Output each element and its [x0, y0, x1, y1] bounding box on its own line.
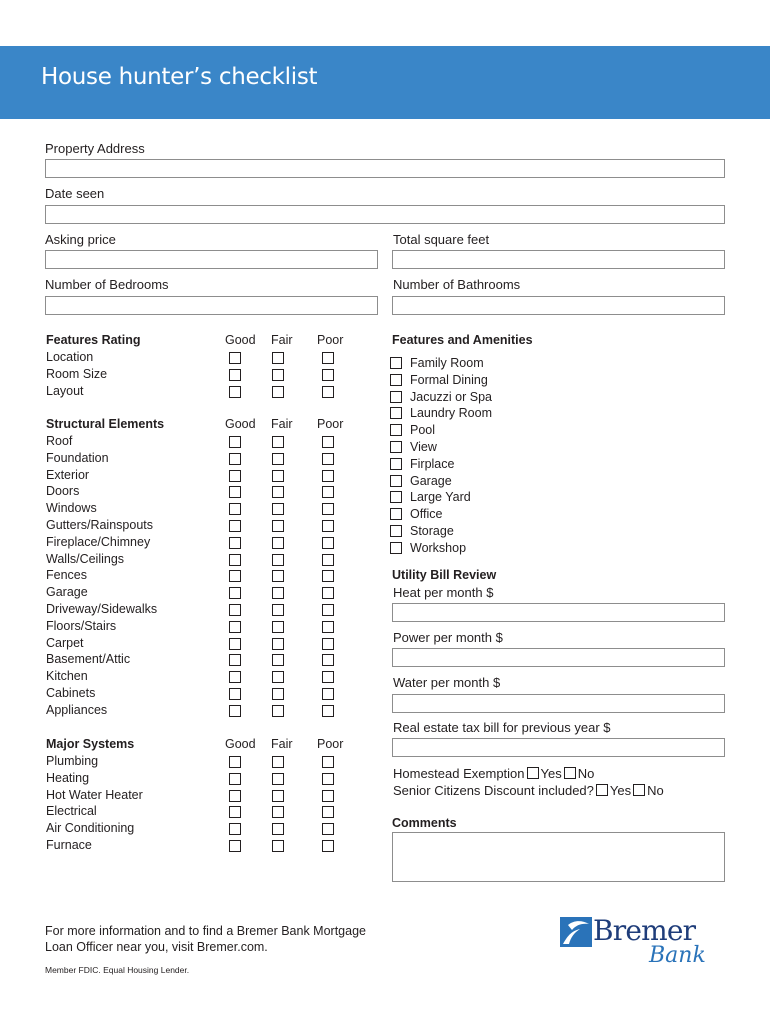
structural-column-fair: Fair — [271, 417, 293, 431]
amenity-checkbox[interactable] — [390, 391, 402, 403]
structural-good-checkbox[interactable] — [229, 470, 241, 482]
amenity-label: Office — [410, 507, 443, 522]
structural-heading: Structural Elements — [46, 417, 165, 431]
features-row-label: Layout — [46, 383, 84, 398]
amenity-checkbox[interactable] — [390, 424, 402, 436]
structural-row-label: Cabinets — [46, 686, 96, 700]
senior-yes-checkbox[interactable] — [596, 784, 608, 796]
systems-good-checkbox[interactable] — [229, 756, 241, 768]
total-square-feet-field[interactable] — [392, 250, 725, 269]
features-good-checkbox[interactable] — [229, 352, 241, 364]
structural-row-label: Basement/Attic — [46, 652, 131, 667]
amenity-label: Large Yard — [410, 490, 471, 505]
structural-poor-checkbox[interactable] — [322, 587, 334, 599]
homestead-yes-label: Yes — [540, 766, 562, 781]
structural-good-checkbox[interactable] — [229, 503, 241, 515]
footer-line-2: Loan Officer near you, visit Bremer.com. — [45, 940, 268, 954]
senior-label: Senior Citizens Discount included? — [393, 783, 594, 798]
structural-good-checkbox[interactable] — [229, 621, 241, 633]
amenity-checkbox[interactable] — [390, 374, 402, 386]
amenity-checkbox[interactable] — [390, 475, 402, 487]
systems-column-fair: Fair — [271, 737, 293, 751]
systems-good-checkbox[interactable] — [229, 823, 241, 835]
structural-poor-checkbox[interactable] — [322, 688, 334, 700]
systems-fair-checkbox[interactable] — [272, 790, 284, 802]
amenity-label: Firplace — [410, 456, 455, 471]
systems-fair-checkbox[interactable] — [272, 773, 284, 785]
fdic-notice: Member FDIC. Equal Housing Lender. — [45, 965, 190, 975]
footer-info — [45, 923, 405, 955]
structural-poor-checkbox[interactable] — [322, 621, 334, 633]
structural-row-label: Fireplace/Chimney — [46, 534, 151, 549]
structural-row-label: Gutters/Rainspouts — [46, 518, 153, 532]
bedrooms-label: Number of Bedrooms — [45, 277, 169, 292]
heat-label: Heat per month $ — [393, 585, 494, 600]
property-address-label: Property Address — [45, 141, 145, 156]
structural-good-checkbox[interactable] — [229, 537, 241, 549]
structural-fair-checkbox[interactable] — [272, 554, 284, 566]
systems-fair-checkbox[interactable] — [272, 823, 284, 835]
asking-price-field[interactable] — [45, 250, 378, 269]
bedrooms-field[interactable] — [45, 296, 378, 315]
homestead-label: Homestead Exemption — [393, 766, 525, 781]
structural-poor-checkbox[interactable] — [322, 470, 334, 482]
amenity-checkbox[interactable] — [390, 441, 402, 453]
features-row-label: Room Size — [46, 366, 108, 381]
features-poor-checkbox[interactable] — [322, 352, 334, 364]
structural-poor-checkbox[interactable] — [322, 453, 334, 465]
features-heading: Features Rating — [46, 333, 141, 347]
amenity-label: View — [410, 440, 437, 454]
amenity-label: Laundry Room — [410, 406, 492, 421]
amenity-checkbox[interactable] — [390, 508, 402, 520]
structural-good-checkbox[interactable] — [229, 453, 241, 465]
systems-poor-checkbox[interactable] — [322, 806, 334, 818]
structural-good-checkbox[interactable] — [229, 705, 241, 717]
homestead-yes-checkbox[interactable] — [527, 767, 539, 779]
structural-fair-checkbox[interactable] — [272, 486, 284, 498]
structural-row-label: Doors — [46, 484, 80, 499]
systems-poor-checkbox[interactable] — [322, 840, 334, 852]
systems-good-checkbox[interactable] — [229, 806, 241, 818]
homestead-no-label: No — [577, 766, 595, 781]
features-column-good: Good — [225, 333, 256, 347]
structural-fair-checkbox[interactable] — [272, 688, 284, 700]
property-address-field[interactable] — [45, 159, 725, 178]
comments-heading: Comments — [392, 816, 457, 830]
structural-row-label: Exterior — [46, 467, 90, 482]
systems-fair-checkbox[interactable] — [272, 756, 284, 768]
structural-fair-checkbox[interactable] — [272, 587, 284, 599]
systems-fair-checkbox[interactable] — [272, 840, 284, 852]
systems-row-label: Air Conditioning — [46, 821, 135, 836]
systems-fair-checkbox[interactable] — [272, 806, 284, 818]
structural-good-checkbox[interactable] — [229, 604, 241, 616]
structural-column-good: Good — [225, 417, 256, 431]
structural-poor-checkbox[interactable] — [322, 486, 334, 498]
systems-poor-checkbox[interactable] — [322, 756, 334, 768]
comments-field[interactable] — [392, 832, 725, 882]
structural-row-label: Foundation — [46, 450, 109, 465]
structural-poor-checkbox[interactable] — [322, 654, 334, 666]
systems-column-poor: Poor — [317, 737, 344, 751]
structural-row-label: Windows — [46, 501, 97, 516]
structural-fair-checkbox[interactable] — [272, 436, 284, 448]
structural-row-label: Driveway/Sidewalks — [46, 602, 158, 616]
structural-poor-checkbox[interactable] — [322, 537, 334, 549]
asking-price-label: Asking price — [45, 232, 116, 247]
structural-poor-checkbox[interactable] — [322, 638, 334, 650]
systems-poor-checkbox[interactable] — [322, 773, 334, 785]
structural-fair-checkbox[interactable] — [272, 453, 284, 465]
amenity-checkbox[interactable] — [390, 491, 402, 503]
structural-fair-checkbox[interactable] — [272, 705, 284, 717]
structural-fair-checkbox[interactable] — [272, 470, 284, 482]
page-title: House hunter’s checklist — [41, 64, 318, 90]
systems-good-checkbox[interactable] — [229, 790, 241, 802]
bathrooms-label: Number of Bathrooms — [393, 277, 521, 292]
utility-heading: Utility Bill Review — [392, 568, 497, 582]
power-label: Power per month $ — [393, 630, 503, 645]
water-label: Water per month $ — [393, 675, 501, 690]
amenity-checkbox[interactable] — [390, 357, 402, 369]
structural-column-poor: Poor — [317, 417, 344, 431]
structural-good-checkbox[interactable] — [229, 587, 241, 599]
power-field[interactable] — [392, 648, 725, 667]
features-good-checkbox[interactable] — [229, 369, 241, 381]
senior-no-label: No — [647, 783, 664, 798]
structural-row-label: Roof — [46, 434, 73, 448]
homestead-row — [393, 766, 594, 781]
tax-field[interactable] — [392, 738, 725, 757]
systems-column-good: Good — [225, 737, 256, 751]
structural-poor-checkbox[interactable] — [322, 554, 334, 566]
structural-good-checkbox[interactable] — [229, 436, 241, 448]
structural-fair-checkbox[interactable] — [272, 621, 284, 633]
structural-row-label: Fences — [46, 568, 87, 583]
systems-good-checkbox[interactable] — [229, 840, 241, 852]
structural-row-label: Kitchen — [46, 669, 88, 684]
amenity-label: Jacuzzi or Spa — [410, 389, 492, 404]
amenity-checkbox[interactable] — [390, 458, 402, 470]
systems-poor-checkbox[interactable] — [322, 790, 334, 802]
structural-fair-checkbox[interactable] — [272, 520, 284, 532]
structural-row-label: Garage — [46, 585, 88, 600]
structural-fair-checkbox[interactable] — [272, 604, 284, 616]
structural-good-checkbox[interactable] — [229, 520, 241, 532]
structural-fair-checkbox[interactable] — [272, 654, 284, 666]
bathrooms-field[interactable] — [392, 296, 725, 315]
amenity-label: Family Room — [410, 356, 484, 370]
amenity-checkbox[interactable] — [390, 407, 402, 419]
structural-row-label: Carpet — [46, 635, 84, 650]
heat-field[interactable] — [392, 603, 725, 622]
structural-poor-checkbox[interactable] — [322, 705, 334, 717]
amenity-label: Pool — [410, 423, 436, 438]
structural-good-checkbox[interactable] — [229, 638, 241, 650]
bremer-logo-mark-icon — [560, 917, 594, 949]
senior-row — [393, 783, 664, 798]
amenity-checkbox[interactable] — [390, 542, 402, 554]
systems-heading: Major Systems — [46, 737, 135, 751]
systems-row-label: Heating — [46, 770, 90, 785]
footer-line-1: For more information and to find a Bremer Bank Mortgage — [45, 924, 366, 938]
structural-fair-checkbox[interactable] — [272, 671, 284, 683]
features-row-label: Location — [46, 350, 94, 364]
features-column-fair: Fair — [271, 333, 293, 347]
structural-row-label: Appliances — [46, 702, 108, 717]
structural-poor-checkbox[interactable] — [322, 436, 334, 448]
features-good-checkbox[interactable] — [229, 386, 241, 398]
date-seen-field[interactable] — [45, 205, 725, 224]
systems-poor-checkbox[interactable] — [322, 823, 334, 835]
features-fair-checkbox[interactable] — [272, 369, 284, 381]
tax-label: Real estate tax bill for previous year $ — [393, 720, 611, 735]
structural-fair-checkbox[interactable] — [272, 503, 284, 515]
structural-poor-checkbox[interactable] — [322, 570, 334, 582]
amenity-label: Storage — [410, 524, 454, 538]
features-poor-checkbox[interactable] — [322, 369, 334, 381]
structural-good-checkbox[interactable] — [229, 570, 241, 582]
systems-row-label: Electrical — [46, 804, 97, 819]
structural-poor-checkbox[interactable] — [322, 604, 334, 616]
systems-good-checkbox[interactable] — [229, 773, 241, 785]
structural-row-label: Floors/Stairs — [46, 618, 117, 633]
structural-good-checkbox[interactable] — [229, 654, 241, 666]
senior-no-checkbox[interactable] — [633, 784, 645, 796]
features-fair-checkbox[interactable] — [272, 386, 284, 398]
logo-wordmark: Bremer — [593, 914, 696, 947]
senior-yes-label: Yes — [609, 783, 632, 798]
structural-fair-checkbox[interactable] — [272, 638, 284, 650]
total-square-feet-label: Total square feet — [393, 232, 490, 247]
systems-row-label: Hot Water Heater — [46, 787, 143, 802]
structural-poor-checkbox[interactable] — [322, 671, 334, 683]
systems-row-label: Furnace — [46, 838, 92, 852]
features-poor-checkbox[interactable] — [322, 386, 334, 398]
amenity-checkbox[interactable] — [390, 525, 402, 537]
structural-good-checkbox[interactable] — [229, 688, 241, 700]
features-column-poor: Poor — [317, 333, 344, 347]
structural-good-checkbox[interactable] — [229, 671, 241, 683]
homestead-no-checkbox[interactable] — [564, 767, 576, 779]
features-fair-checkbox[interactable] — [272, 352, 284, 364]
date-seen-label: Date seen — [45, 186, 105, 201]
amenity-label: Garage — [410, 473, 452, 488]
structural-poor-checkbox[interactable] — [322, 520, 334, 532]
structural-fair-checkbox[interactable] — [272, 570, 284, 582]
structural-good-checkbox[interactable] — [229, 486, 241, 498]
bremer-logo — [560, 915, 705, 970]
amenity-label: Formal Dining — [410, 372, 488, 387]
structural-good-checkbox[interactable] — [229, 554, 241, 566]
logo-bank-text: Bank — [649, 943, 706, 968]
amenity-label: Workshop — [410, 540, 467, 555]
water-field[interactable] — [392, 694, 725, 713]
structural-poor-checkbox[interactable] — [322, 503, 334, 515]
systems-row-label: Plumbing — [46, 754, 99, 768]
structural-fair-checkbox[interactable] — [272, 537, 284, 549]
structural-row-label: Walls/Ceilings — [46, 551, 125, 566]
amenities-heading: Features and Amenities — [392, 333, 533, 347]
